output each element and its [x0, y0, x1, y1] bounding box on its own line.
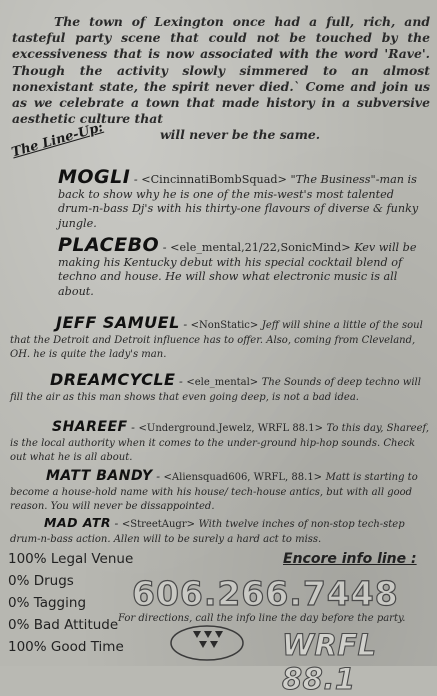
venue-line: 0% Tagging — [8, 595, 87, 611]
artist-jeff-samuel: JEFF SAMUEL - <NonStatic> Jeff will shine a little of the soul that the Detroit and Detroit influence has to offer. Also, coming from Cleveland, OH. he is quite the lady's man. — [10, 313, 423, 361]
artist-name: SHAREEF — [52, 419, 128, 435]
intro-text: The town of Lexington once had a full, rich, and tasteful party scene that could not be touched by the excessiveness that is now associated with the word 'Rave'. Though the activity slowly simmered to an almost nonexistant state, the spirit never died.` Come and join us as we celebrate a town that made history in a subversive aesthetic culture that — [12, 14, 430, 127]
venue-list — [8, 551, 133, 661]
venue-line: 0% Bad Attitude — [8, 617, 119, 633]
artist-description: With twelve inches of non-stop tech-step drum-n-bass action. Allen will to be surely a hard act to miss. — [10, 519, 405, 545]
artist-description: Kev will be making his Kentucky debut with his special cocktail blend of techno and house. He will show what electronic music is all about. — [58, 241, 417, 298]
directions-note: For directions, call the info line the day before the party. — [118, 613, 406, 624]
intro-last-line: will never be the same. — [160, 127, 321, 143]
lineup-heading: The Line-Up: — [10, 119, 105, 161]
venue-line: 100% Good Time — [8, 639, 124, 655]
artist-name: MOGLI — [58, 166, 131, 188]
artist-affiliation: <ele_mental,21/22,SonicMind> — [170, 241, 351, 254]
artist-affiliation: <NonStatic> — [190, 320, 259, 331]
artist-matt-bandy: MATT BANDY - <Aliensquad606, WRFL, 88.1> Matt is starting to become a house-hold name with his house/ tech-house antics, but with all good reason. You will never be dissappointed. — [10, 468, 418, 513]
sponsor-logo-icon — [168, 621, 246, 663]
artist-name: PLACEBO — [58, 234, 160, 256]
artist-name: DREAMCYCLE — [50, 370, 176, 389]
artist-name: MAD ATR — [44, 515, 111, 530]
artist-affiliation: <StreetAugr> — [121, 519, 195, 530]
artist-description: The Sounds of deep techno will fill the air as this man shows that even going deep, is not a bad idea. — [10, 377, 421, 403]
artist-affiliation: <Underground.Jewelz, WRFL 88.1> — [138, 423, 323, 434]
artist-mogli: MOGLI - <CincinnatiBombSquad> "The Business"-man is back to show why he is one of the mis-west's most talented drum-n-bass Dj's with his thirty-one flavours of diverse & funky jungle. — [58, 166, 419, 230]
venue-line: 0% Drugs — [8, 573, 74, 589]
artist-name: MATT BANDY — [46, 468, 153, 484]
artist-description: Jeff will shine a little of the soul that the Detroit and Detroit influence has to offer. Also, coming from Cleveland, OH. he is quite the lady's man. — [10, 320, 423, 361]
artist-affiliation: <ele_mental> — [186, 377, 259, 388]
artist-mad-atr: MAD ATR - <StreetAugr> With twelve inches of non-stop tech-step drum-n-bass action. Allen will to be surely a hard act to miss. — [10, 515, 405, 545]
artist-description: Matt is starting to become a house-hold name with his house/ tech-house antics, but with all good reason. You will never be dissappointed. — [10, 472, 418, 513]
info-phone-number: 606.266.7448 — [132, 574, 399, 613]
intro-paragraph — [12, 14, 430, 144]
artist-shareef: SHAREEF - <Underground.Jewelz, WRFL 88.1> To this day, Shareef, is the local authority when it comes to the under-ground hip-hop sounds. Check out what he is all about. — [10, 419, 430, 464]
venue-line: 100% Legal Venue — [8, 551, 134, 567]
artist-name: JEFF SAMUEL — [56, 313, 180, 332]
artist-affiliation: <Aliensquad606, WRFL, 88.1> — [163, 472, 323, 483]
station-logo-text: WRFL 88.1 — [282, 628, 377, 696]
artist-description: To this day, Shareef, is the local authority when it comes to the under-ground hip-hop sounds. Check out what he is all about. — [10, 423, 430, 464]
artist-placebo: PLACEBO - <ele_mental,21/22,SonicMind> Kev will be making his Kentucky debut with his special cocktail blend of techno and house. He will show what electronic music is all about. — [58, 234, 417, 298]
encore-label: Encore info line : — [283, 551, 417, 567]
artist-description: "The Business"-man is back to show why he is one of the mis-west's most talented drum-n-bass Dj's with his thirty-one flavours of diverse & funky jungle. — [58, 173, 419, 230]
artist-dreamcycle: DREAMCYCLE - <ele_mental> The Sounds of deep techno will fill the air as this man shows that even going deep, is not a bad idea. — [10, 370, 421, 403]
artist-affiliation: <CincinnatiBombSquad> — [141, 173, 287, 186]
